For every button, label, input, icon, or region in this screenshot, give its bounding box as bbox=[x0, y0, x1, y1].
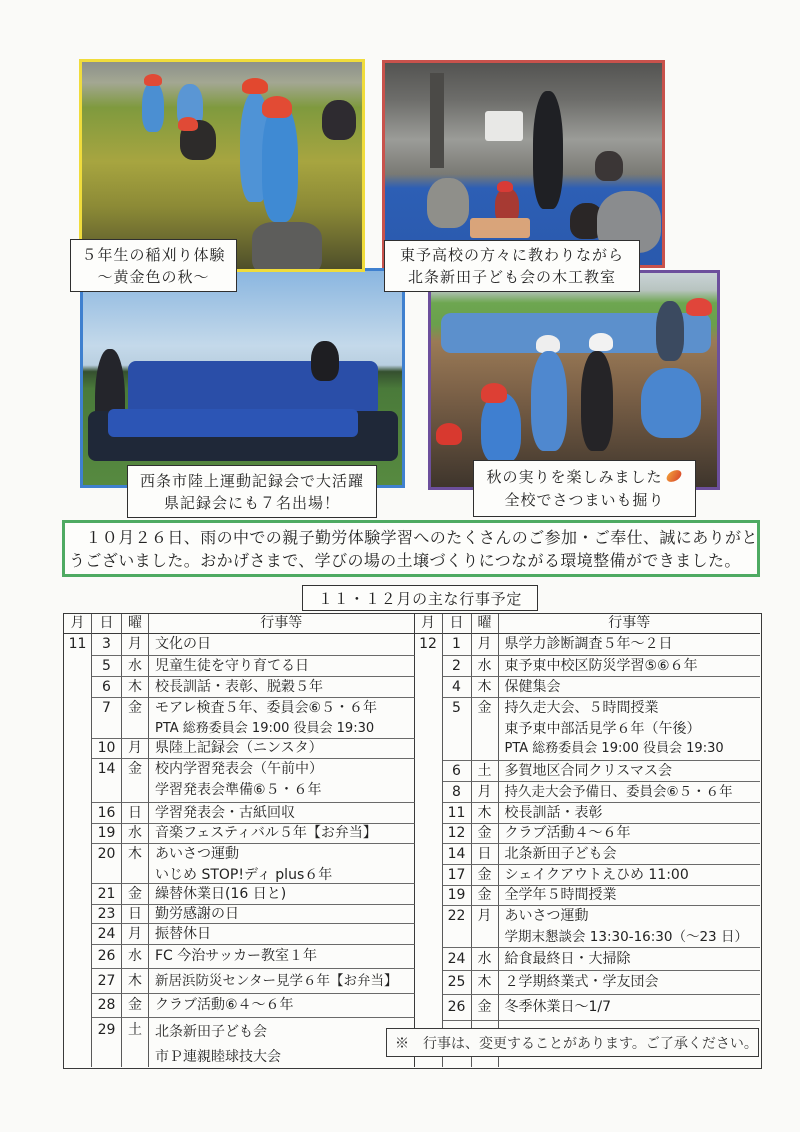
day-cell: 14 bbox=[92, 759, 122, 803]
day-cell: 8 bbox=[443, 782, 472, 803]
day-cell: 1 bbox=[443, 634, 472, 656]
message-line: うございました。おかげさまで、学びの場の土壌づくりにつながる環境整備ができました。 bbox=[69, 551, 741, 570]
weekday-cell: 水 bbox=[122, 824, 149, 844]
day-cell: 10 bbox=[92, 739, 122, 759]
event-text: 学習発表会準備⑥５・６年 bbox=[155, 781, 322, 798]
event-text: 校長訓話・表彰、脱穀５年 bbox=[155, 678, 323, 695]
day-cell: 22 bbox=[443, 906, 472, 948]
event-text: 学期末懇談会 13:30-16:30（～23 日） bbox=[504, 928, 748, 945]
day-cell: 17 bbox=[443, 865, 472, 886]
day-cell: 24 bbox=[443, 948, 472, 971]
student-figure bbox=[641, 368, 701, 438]
event-cell bbox=[499, 865, 761, 886]
student-figure bbox=[531, 351, 567, 451]
weekday-cell: 金 bbox=[472, 995, 499, 1021]
event-text: 市Ｐ連親睦球技大会 bbox=[155, 1049, 281, 1065]
weekday-cell: 日 bbox=[122, 905, 149, 924]
event-text: PTA 総務委員会 19:00 役員会 19:30 bbox=[155, 720, 375, 736]
caption-line: ５年生の稲刈り体験 bbox=[81, 245, 226, 264]
student-figure bbox=[481, 393, 521, 463]
red-hat bbox=[262, 96, 292, 118]
event-text: 県陸上記録会（ニンスタ） bbox=[155, 740, 323, 757]
event-text: FC 今治サッカー教室１年 bbox=[155, 948, 317, 965]
event-text: 持久走大会予備日、委員会⑥５・６年 bbox=[504, 783, 733, 800]
woodworking-class-photo bbox=[382, 60, 665, 268]
event-text: 新居浜防災センター見学６年【お弁当】 bbox=[155, 972, 398, 989]
schedule-november bbox=[64, 614, 415, 1067]
weekday-cell: 金 bbox=[122, 759, 149, 803]
day-cell: 2 bbox=[443, 656, 472, 677]
day-cell: 24 bbox=[92, 924, 122, 945]
event-text: シェイクアウトえひめ 11:00 bbox=[504, 866, 689, 883]
schedule-change-notice: ※ 行事は、変更することがあります。ご了承ください。 bbox=[386, 1028, 759, 1057]
student-figure bbox=[262, 102, 298, 222]
header-month: 月 bbox=[415, 614, 443, 634]
day-cell: 16 bbox=[92, 803, 122, 824]
weekday-cell: 日 bbox=[472, 844, 499, 865]
building-pillar bbox=[430, 73, 444, 168]
caption-line: ～黄金色の秋～ bbox=[97, 267, 210, 286]
weekday-cell: 土 bbox=[122, 1018, 149, 1067]
header-day: 日 bbox=[92, 614, 122, 634]
event-cell bbox=[499, 971, 761, 995]
event-text: 振替休日 bbox=[155, 925, 211, 942]
event-text: クラブ活動４～６年 bbox=[504, 825, 631, 842]
event-cell bbox=[149, 884, 415, 905]
event-cell bbox=[499, 656, 761, 677]
day-cell: 12 bbox=[443, 824, 472, 844]
student-figure bbox=[581, 351, 613, 451]
day-cell: 29 bbox=[92, 1018, 122, 1067]
track-meet-team-photo bbox=[80, 268, 405, 488]
red-hat bbox=[686, 298, 712, 316]
weekday-cell: 木 bbox=[122, 677, 149, 698]
truck bbox=[485, 111, 523, 141]
event-text: 多賀地区合同クリスマス会 bbox=[504, 762, 672, 779]
weekday-cell: 月 bbox=[122, 739, 149, 759]
day-cell: 26 bbox=[92, 945, 122, 969]
event-cell bbox=[149, 677, 415, 698]
event-text: 保健集会 bbox=[504, 678, 561, 695]
event-cell bbox=[499, 886, 761, 906]
day-cell: 7 bbox=[92, 698, 122, 739]
event-cell bbox=[499, 761, 761, 782]
event-cell bbox=[499, 844, 761, 865]
day-cell: 19 bbox=[92, 824, 122, 844]
red-hat bbox=[178, 117, 198, 131]
day-cell: 6 bbox=[92, 677, 122, 698]
weekday-cell: 水 bbox=[122, 656, 149, 677]
event-text: 給食最終日・大掃除 bbox=[504, 950, 631, 967]
event-cell bbox=[499, 824, 761, 844]
day-cell: 14 bbox=[443, 844, 472, 865]
weekday-cell: 月 bbox=[122, 634, 149, 656]
month-cell: 12 bbox=[415, 634, 443, 1067]
red-hat bbox=[436, 423, 462, 445]
woodworking-caption bbox=[384, 240, 640, 292]
event-cell bbox=[149, 905, 415, 924]
header-day: 日 bbox=[443, 614, 472, 634]
day-cell: 11 bbox=[443, 803, 472, 824]
caption-line: 西条市陸上運動記録会で大活躍 bbox=[139, 471, 364, 490]
event-text: 北条新田子ども会 bbox=[155, 1024, 267, 1040]
event-cell bbox=[499, 634, 761, 656]
team-front-bibs bbox=[108, 409, 358, 437]
event-cell bbox=[149, 924, 415, 945]
weekday-cell: 月 bbox=[472, 634, 499, 656]
event-cell bbox=[149, 994, 415, 1018]
red-hat bbox=[242, 78, 268, 94]
white-hat bbox=[589, 333, 613, 351]
caption-line: 東予高校の方々に教わりながら bbox=[399, 246, 624, 264]
day-cell: 19 bbox=[443, 886, 472, 906]
event-cell bbox=[499, 803, 761, 824]
day-cell: 5 bbox=[92, 656, 122, 677]
event-text: 冬季休業日～1/7 bbox=[504, 999, 612, 1016]
event-cell bbox=[149, 969, 415, 994]
event-text: モアレ検査５年、委員会⑥５・６年 bbox=[155, 700, 377, 716]
event-text: 音楽フェスティバル５年【お弁当】 bbox=[155, 825, 377, 842]
student-figure bbox=[142, 82, 164, 132]
sweet-potato-digging-photo bbox=[428, 270, 720, 490]
event-text: 学習発表会・古紙回収 bbox=[155, 804, 295, 821]
event-text: 文化の日 bbox=[155, 636, 211, 653]
event-text: あいさつ運動 bbox=[155, 846, 239, 862]
event-cell bbox=[499, 698, 761, 761]
sweet-potato-icon bbox=[665, 467, 683, 489]
event-cell bbox=[149, 945, 415, 969]
child-figure bbox=[427, 178, 469, 228]
day-cell: 23 bbox=[92, 905, 122, 924]
message-line: １０月２６日、雨の中での親子勤労体験学習へのたくさんのご参加・ご奉仕、誠にありがと bbox=[69, 528, 758, 547]
event-cell bbox=[499, 995, 761, 1021]
day-cell: 3 bbox=[92, 634, 122, 656]
weekday-cell: 金 bbox=[122, 994, 149, 1018]
weekday-cell: 金 bbox=[122, 884, 149, 905]
event-text: 東予東中部活見学６年（午後） bbox=[504, 720, 701, 737]
header-month: 月 bbox=[64, 614, 92, 634]
sweet-potato-caption bbox=[473, 460, 696, 517]
event-cell bbox=[149, 824, 415, 844]
event-text: 繰替休業日(16 日と) bbox=[155, 885, 287, 902]
event-text: 持久走大会、５時間授業 bbox=[504, 700, 659, 716]
caption-line: 県記録会にも７名出場！ bbox=[163, 493, 340, 512]
team-back-row bbox=[128, 361, 378, 416]
day-cell: 5 bbox=[443, 698, 472, 761]
weekday-cell: 木 bbox=[472, 677, 499, 698]
day-cell: 20 bbox=[92, 844, 122, 884]
header-weekday: 曜 bbox=[122, 614, 149, 634]
weekday-cell: 月 bbox=[472, 782, 499, 803]
event-text: あいさつ運動 bbox=[504, 908, 589, 924]
child-figure bbox=[595, 151, 623, 181]
event-text: ２学期終業式・学友団会 bbox=[504, 974, 659, 991]
event-text: 県学力診断調査５年～２日 bbox=[504, 636, 673, 653]
event-cell bbox=[149, 634, 415, 656]
event-cell bbox=[149, 656, 415, 677]
weekday-cell: 水 bbox=[472, 948, 499, 971]
instructor-figure bbox=[533, 91, 563, 209]
event-text: 北条新田子ども会 bbox=[504, 845, 617, 862]
weekday-cell: 日 bbox=[122, 803, 149, 824]
event-text: 校内学習発表会（午前中） bbox=[155, 761, 323, 777]
day-cell: 26 bbox=[443, 995, 472, 1021]
event-text: いじめ STOP!ディ plus６年 bbox=[155, 866, 333, 883]
schedule-title: １１・１２月の主な行事予定 bbox=[302, 585, 538, 611]
weekday-cell: 金 bbox=[472, 824, 499, 844]
month-cell: 11 bbox=[64, 634, 92, 1067]
event-text: 東予東中校区防災学習⑤⑥６年 bbox=[504, 657, 698, 674]
event-text: 校長訓話・表彰 bbox=[504, 804, 603, 821]
header-events: 行事等 bbox=[149, 614, 415, 634]
coach-figure bbox=[311, 341, 339, 381]
weekday-cell: 木 bbox=[472, 971, 499, 995]
weekday-cell: 水 bbox=[472, 656, 499, 677]
red-cap bbox=[497, 181, 513, 192]
caption-line: 全校でさつまいも掘り bbox=[504, 490, 665, 509]
caption-line: 北条新田子ども会の木工教室 bbox=[407, 268, 616, 286]
caption-line: 秋の実りを楽しみました bbox=[486, 468, 663, 487]
event-cell bbox=[499, 782, 761, 803]
day-cell: 4 bbox=[443, 677, 472, 698]
event-cell bbox=[499, 906, 761, 948]
weekday-cell: 水 bbox=[122, 945, 149, 969]
header-weekday: 曜 bbox=[472, 614, 499, 634]
track-meet-caption bbox=[127, 465, 377, 518]
adult-figure bbox=[322, 100, 356, 140]
event-cell bbox=[149, 844, 415, 884]
weekday-cell: 木 bbox=[122, 969, 149, 994]
event-text: PTA 総務委員会 19:00 役員会 19:30 bbox=[504, 741, 724, 756]
weekday-cell: 月 bbox=[472, 906, 499, 948]
weekday-cell: 木 bbox=[472, 803, 499, 824]
event-cell bbox=[149, 739, 415, 759]
red-hat bbox=[481, 383, 507, 403]
day-cell: 28 bbox=[92, 994, 122, 1018]
teacher-figure bbox=[656, 301, 684, 361]
event-cell bbox=[149, 759, 415, 803]
weekday-cell: 金 bbox=[472, 886, 499, 906]
schedule-december bbox=[415, 614, 761, 1067]
event-cell bbox=[149, 1018, 415, 1067]
header-events: 行事等 bbox=[499, 614, 761, 634]
event-text: 全学年５時間授業 bbox=[504, 887, 617, 904]
weekday-cell: 金 bbox=[472, 865, 499, 886]
thank-you-message-box bbox=[62, 520, 760, 577]
crouching-person bbox=[252, 222, 322, 272]
day-cell: 27 bbox=[92, 969, 122, 994]
event-cell bbox=[499, 677, 761, 698]
event-cell bbox=[149, 803, 415, 824]
event-text: 勤労感謝の日 bbox=[155, 905, 239, 922]
event-text: 児童生徒を守り育てる日 bbox=[155, 657, 309, 674]
weekday-cell: 金 bbox=[122, 698, 149, 739]
event-text: クラブ活動⑥４～６年 bbox=[155, 997, 294, 1014]
event-cell bbox=[499, 948, 761, 971]
weekday-cell: 木 bbox=[122, 844, 149, 884]
day-cell: 6 bbox=[443, 761, 472, 782]
wood-pieces bbox=[470, 218, 530, 238]
event-cell bbox=[149, 698, 415, 739]
weekday-cell: 土 bbox=[472, 761, 499, 782]
caption-line-with-icon bbox=[486, 466, 682, 489]
day-cell: 21 bbox=[92, 884, 122, 905]
red-hat bbox=[144, 74, 162, 86]
weekday-cell: 月 bbox=[122, 924, 149, 945]
day-cell: 25 bbox=[443, 971, 472, 995]
weekday-cell: 金 bbox=[472, 698, 499, 761]
schedule-table bbox=[63, 613, 762, 1069]
rice-harvest-caption bbox=[70, 239, 237, 292]
